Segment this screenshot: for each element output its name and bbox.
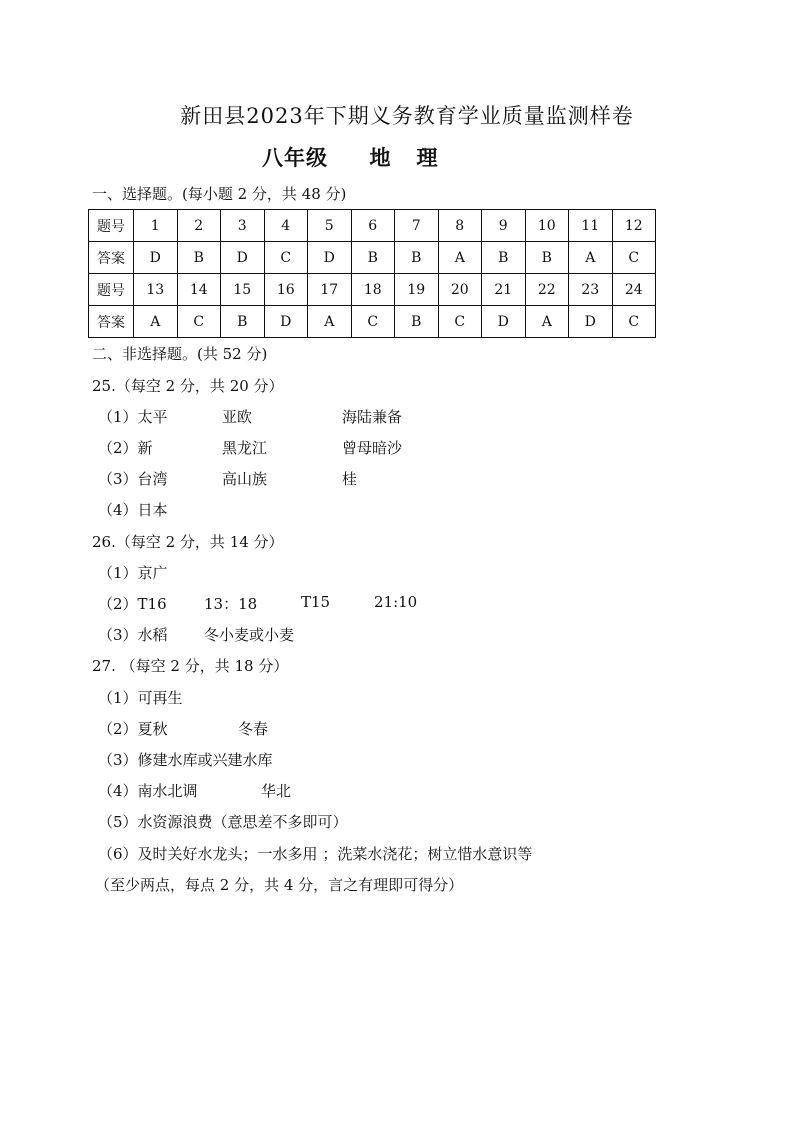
page-title: 新田县2023年下期义务教育学业质量监测样卷 — [180, 104, 634, 128]
q27-4-b: 华北 — [261, 782, 292, 800]
table-cell: 3 — [221, 210, 265, 242]
q25-1-b: 亚欧 — [222, 408, 253, 426]
q25-2-b: 黑龙江 — [222, 439, 268, 457]
table-cell: 18 — [351, 274, 395, 306]
table-cell: D — [308, 242, 352, 274]
row-label: 题号 — [89, 274, 134, 306]
table-cell: D — [221, 242, 265, 274]
table-cell: B — [395, 242, 439, 274]
q25-1-a: （1）太平 — [98, 408, 168, 426]
row-label: 题号 — [89, 210, 134, 242]
q25-heading: 25.（每空 2 分，共 20 分） — [92, 377, 284, 395]
q26-2-d: 21:10 — [374, 593, 418, 611]
table-cell: A — [569, 242, 613, 274]
table-cell: 6 — [351, 210, 395, 242]
table-cell: 10 — [525, 210, 569, 242]
table-row — [89, 274, 656, 306]
q27-line-5: （5）水资源浪费（意思差不多即可） — [98, 813, 348, 831]
table-cell: B — [351, 242, 395, 274]
section-choice-heading: 一、选择题。(每小题 2 分，共 48 分) — [92, 185, 347, 203]
table-cell: 22 — [525, 274, 569, 306]
q27-scoring-note: （至少两点，每点 2 分，共 4 分，言之有理即可得分） — [95, 876, 464, 894]
q25-3-b: 高山族 — [222, 470, 268, 488]
table-cell: 19 — [395, 274, 439, 306]
q27-2-b: 冬春 — [238, 720, 269, 738]
table-cell: 2 — [177, 210, 221, 242]
table-cell: C — [351, 306, 395, 338]
q26-heading: 26.（每空 2 分，共 14 分） — [92, 533, 284, 551]
q27-4-a: （4）南水北调 — [98, 782, 198, 800]
q25-2-c: 曾母暗沙 — [342, 439, 403, 457]
table-cell: 13 — [134, 274, 178, 306]
table-cell: B — [221, 306, 265, 338]
table-cell: B — [482, 242, 526, 274]
table-cell: 11 — [569, 210, 613, 242]
q25-2-a: （2）新 — [98, 439, 153, 457]
table-cell: A — [438, 242, 482, 274]
table-cell: 15 — [221, 274, 265, 306]
table-row — [89, 210, 656, 242]
table-cell: C — [612, 306, 656, 338]
table-cell: D — [134, 242, 178, 274]
table-cell: 14 — [177, 274, 221, 306]
row-label: 答案 — [89, 242, 134, 274]
page-subtitle: 八年级 地 理 — [262, 145, 439, 170]
q26-3-b: 冬小麦或小麦 — [204, 626, 295, 644]
table-cell: 20 — [438, 274, 482, 306]
table-cell: 17 — [308, 274, 352, 306]
table-cell: C — [612, 242, 656, 274]
q26-2-a: （2）T16 — [98, 595, 167, 613]
q27-heading: 27. （每空 2 分，共 18 分） — [92, 657, 289, 675]
table-cell: 23 — [569, 274, 613, 306]
table-cell: A — [308, 306, 352, 338]
table-cell: 7 — [395, 210, 439, 242]
table-cell: B — [177, 242, 221, 274]
q27-2-a: （2）夏秋 — [98, 720, 168, 738]
table-cell: 8 — [438, 210, 482, 242]
table-cell: 5 — [308, 210, 352, 242]
table-cell: D — [569, 306, 613, 338]
q26-2-b: 13：18 — [204, 595, 258, 613]
table-cell: A — [134, 306, 178, 338]
q27-line-6: （6）及时关好水龙头；一水多用 ；洗菜水浇花；树立惜水意识等 — [98, 845, 533, 863]
q26-2-c: T15 — [301, 593, 331, 611]
table-cell: C — [438, 306, 482, 338]
table-cell: D — [482, 306, 526, 338]
table-row — [89, 242, 656, 274]
q25-3-a: （3）台湾 — [98, 470, 168, 488]
table-cell: A — [525, 306, 569, 338]
table-cell: 4 — [264, 210, 308, 242]
table-cell: C — [177, 306, 221, 338]
q26-3-a: （3）水稻 — [98, 626, 168, 644]
table-row — [89, 306, 656, 338]
section-nonchoice-heading: 二、非选择题。(共 52 分) — [92, 345, 268, 363]
table-cell: 12 — [612, 210, 656, 242]
table-cell: B — [525, 242, 569, 274]
row-label: 答案 — [89, 306, 134, 338]
table-cell: D — [264, 306, 308, 338]
q25-3-c: 桂 — [342, 470, 358, 488]
choice-answer-table — [88, 209, 656, 338]
table-cell: 9 — [482, 210, 526, 242]
table-cell: B — [395, 306, 439, 338]
q27-line-3: （3）修建水库或兴建水库 — [98, 751, 273, 769]
q25-1-c: 海陆兼备 — [342, 408, 403, 426]
q26-line-1: （1）京广 — [98, 564, 168, 582]
table-cell: 24 — [612, 274, 656, 306]
table-cell: 21 — [482, 274, 526, 306]
table-cell: 16 — [264, 274, 308, 306]
table-cell: 1 — [134, 210, 178, 242]
q25-line-4: （4）日本 — [98, 501, 168, 519]
table-cell: C — [264, 242, 308, 274]
q27-line-1: （1）可再生 — [98, 689, 183, 707]
